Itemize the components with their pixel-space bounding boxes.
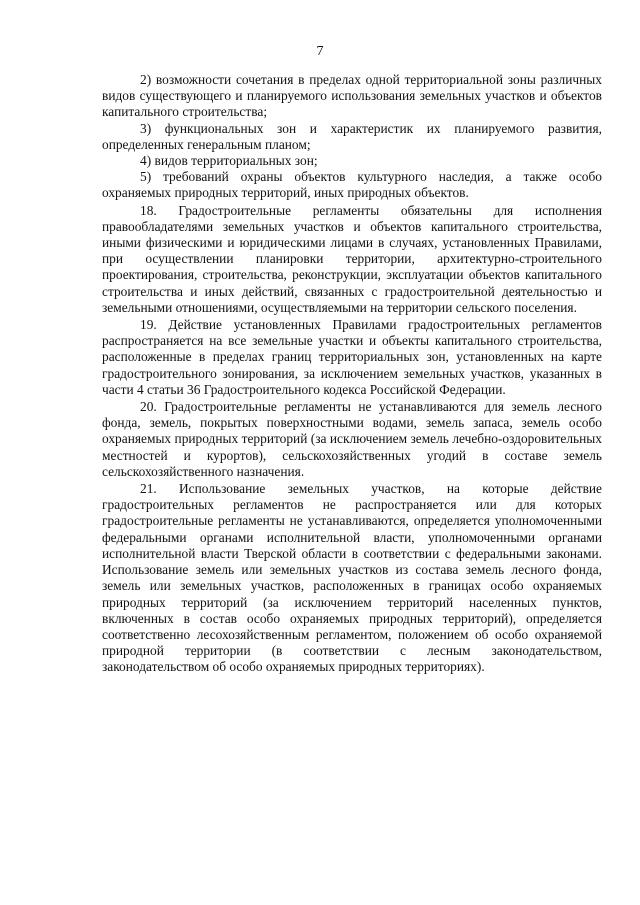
paragraph-18: 18. Градостроительные регламенты обязательны для исполнения правообладателями земельных участков и объектов капитального строительства, иными физическими и юридическими лицами в случаях, установленных Правилами, при осуществлении планировки территории, архитектурно-строительного проектирования, строительства, реконструкции, эксплуатации объектов капитального строительства и иных действий, связанных с градостроительной деятельностью и земельными отношениями, осуществляемыми на территории сельского поселения. xyxy=(102,202,602,315)
paragraph-20: 20. Градостроительные регламенты не устанавливаются для земель лесного фонда, земель, покрытых поверхностными водами, земель запаса, земель особо охраняемых природных территорий (за исключением земель лечебно-оздоровительных местностей и курортов), сельскохозяйственных угодий в составе земель сельскохозяйственного назначения. xyxy=(102,399,602,479)
paragraph-19: 19. Действие установленных Правилами градостроительных регламентов распространяется на все земельные участки и объекты капитального строительства, расположенные в пределах границ территориальных зон, установленных на карте градостроительного зонирования, за исключением земельных участков, указанных в части 4 статьи 36 Градостроительного кодекса Российской Федерации. xyxy=(102,317,602,397)
document-body xyxy=(102,72,602,676)
page-number: 7 xyxy=(316,44,324,59)
paragraph-item-2: 2) возможности сочетания в пределах одной территориальной зоны различных видов существующего и планируемого использования земельных участков и объектов капитального строительства; xyxy=(102,72,602,120)
paragraph-21: 21. Использование земельных участков, на которые действие градостроительных регламентов не распространяется или для которых градостроительные регламенты не устанавливаются, определяется уполномоченными федеральными органами исполнительной власти, уполномоченными органами исполнительной власти Тверской области в соответствии с федеральными законами. Использование земель или земельных участков из состава земель лесного фонда, земель или земельных участков, расположенных в границах особо охраняемых природных территорий (за исключением территорий населенных пунктов, включенных в состав особо охраняемых природных территорий), определяется соответственно лесохозяйственным регламентом, положением об особо охраняемой природной территории (в соответствии с лесным законодательством, законодательством об особо охраняемых природных территориях). xyxy=(102,481,602,675)
paragraph-item-5: 5) требований охраны объектов культурного наследия, а также особо охраняемых природных территорий, иных природных объектов. xyxy=(102,169,602,201)
paragraph-item-4: 4) видов территориальных зон; xyxy=(140,153,318,169)
paragraph-item-3: 3) функциональных зон и характеристик их планируемого развития, определенных генеральным планом; xyxy=(102,120,602,152)
